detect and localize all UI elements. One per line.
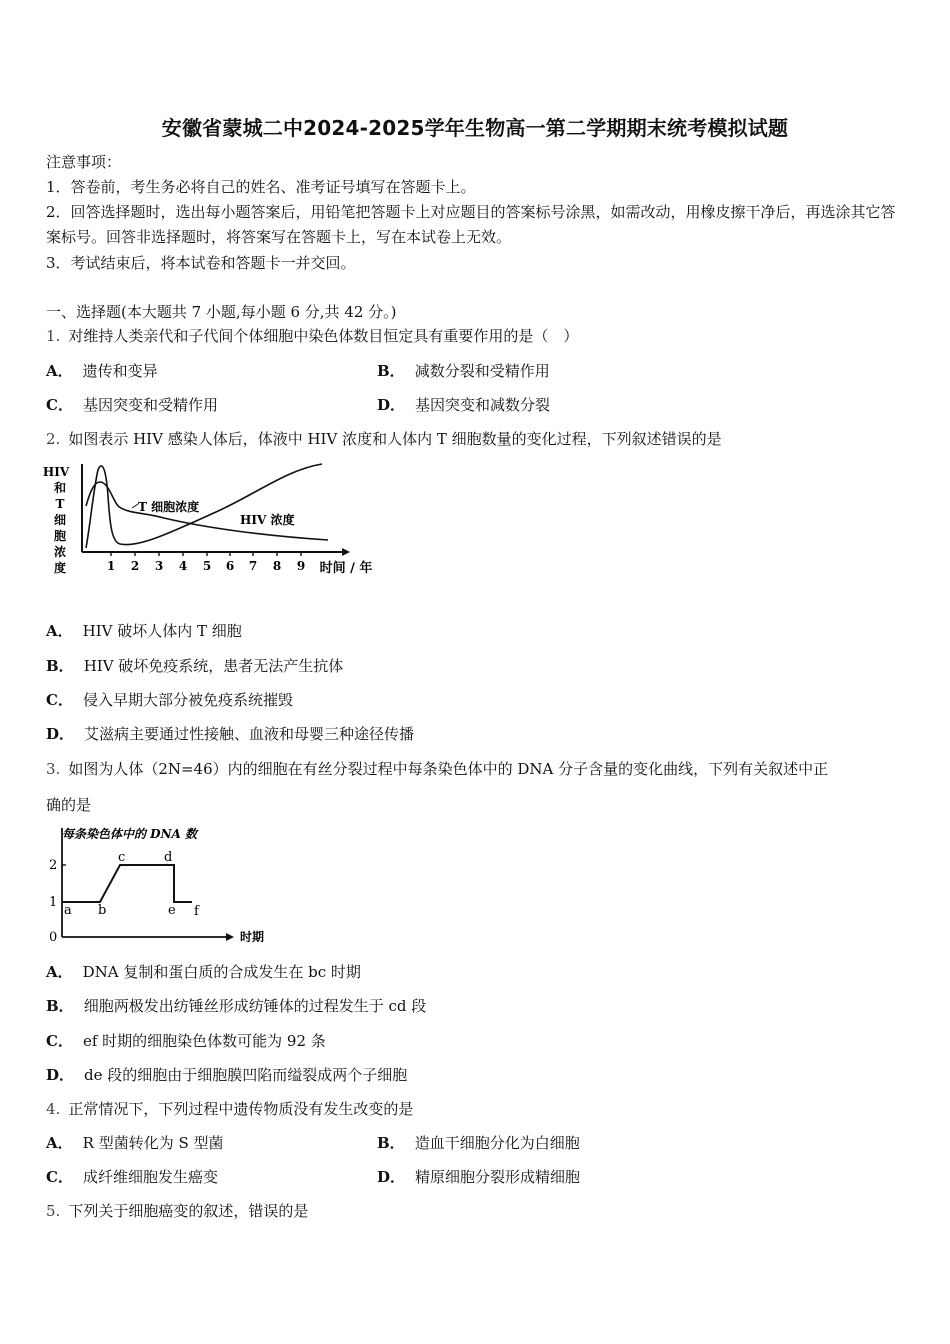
point-label-a: a xyxy=(64,903,72,918)
dna-figure xyxy=(46,824,276,946)
question-4-stem xyxy=(46,1099,413,1119)
hiv-xtick: 7 xyxy=(248,559,258,573)
section-heading: 一、选择题(本大题共 7 小题,每小题 6 分,共 42 分。) xyxy=(46,303,397,321)
option-c[interactable] xyxy=(46,1167,218,1187)
option-b[interactable] xyxy=(46,656,343,676)
point-label-c: c xyxy=(118,850,126,865)
dna-ytick: 2 xyxy=(49,858,58,873)
option-b[interactable] xyxy=(46,996,426,1016)
hiv-xtick: 1 xyxy=(106,559,116,573)
dna-ylabel: 每条染色体中的 DNA 数 xyxy=(62,827,198,841)
option-text: HIV 破坏免疫系统，患者无法产生抗体 xyxy=(83,657,344,675)
question-5-stem xyxy=(46,1201,308,1221)
hiv-xtick: 8 xyxy=(272,559,282,573)
hiv-label: HIV 浓度 xyxy=(240,513,295,527)
hiv-xtick: 3 xyxy=(154,559,164,573)
option-d[interactable] xyxy=(46,1065,407,1085)
hiv-ylabel: 度 xyxy=(53,561,67,575)
option-label: C． xyxy=(46,1032,73,1050)
option-a[interactable] xyxy=(46,962,361,982)
t-cell-curve xyxy=(86,482,328,540)
t-cell-label: T 细胞浓度 xyxy=(138,500,200,514)
hiv-xtick: 5 xyxy=(202,559,212,573)
hiv-ylabel: 浓 xyxy=(53,545,67,559)
option-text: 成纤维细胞发生癌变 xyxy=(82,1168,218,1186)
hiv-ylabel: HIV xyxy=(42,465,70,479)
point-label-b: b xyxy=(98,903,107,918)
option-label: A． xyxy=(46,362,73,380)
option-a[interactable] xyxy=(46,1133,224,1153)
option-text: 精原细胞分裂形成精细胞 xyxy=(415,1168,581,1186)
option-text: 造血干细胞分化为白细胞 xyxy=(414,1134,580,1152)
question-3-stem-cont: 确的是 xyxy=(46,796,92,814)
point-label-e: e xyxy=(168,903,176,918)
option-b[interactable] xyxy=(377,361,550,381)
option-label: A． xyxy=(46,622,73,640)
option-label: C． xyxy=(46,1168,73,1186)
x-axis-arrow xyxy=(226,933,234,941)
notice-item: 1．答卷前，考生务必将自己的姓名、准考证号填写在答题卡上。 xyxy=(46,178,476,196)
dna-xlabel: 时期 xyxy=(240,930,265,944)
option-label: A． xyxy=(46,963,73,981)
option-label: D． xyxy=(46,1066,75,1084)
question-text: 对维持人类亲代和子代间个体细胞中染色体数目恒定具有重要作用的是（ ） xyxy=(68,327,579,345)
question-number: 5. xyxy=(46,1202,61,1220)
dna-ytick: 0 xyxy=(49,930,58,945)
option-d[interactable] xyxy=(377,395,550,415)
dna-ytick: 1 xyxy=(49,895,58,910)
notice-item: 2．回答选择题时，选出每小题答案后，用铅笔把答题卡上对应题目的答案标号涂黑，如需改动，用橡皮擦干净后，再选涂其它答案标号。回答非选择题时，将答案写在答题卡上，写在本试卷上无效。 xyxy=(46,203,896,246)
option-label: D． xyxy=(46,725,75,743)
option-text: ef 时期的细胞染色体数可能为 92 条 xyxy=(82,1032,326,1050)
option-text: R 型菌转化为 S 型菌 xyxy=(82,1134,224,1152)
hiv-xlabel: 时间 / 年 xyxy=(319,561,373,576)
question-2-stem xyxy=(46,429,722,449)
hiv-xtick: 2 xyxy=(130,559,140,573)
hiv-curve xyxy=(86,464,322,548)
option-text: de 段的细胞由于细胞膜凹陷而缢裂成两个子细胞 xyxy=(84,1066,408,1084)
point-label-f: f xyxy=(194,904,199,919)
x-axis-arrow xyxy=(342,548,350,556)
hiv-xtick: 4 xyxy=(178,559,188,573)
question-text: 如图表示 HIV 感染人体后，体液中 HIV 浓度和人体内 T 细胞数量的变化过程，下列叙述错误的是 xyxy=(68,430,722,448)
question-text: 正常情况下，下列过程中遗传物质没有发生改变的是 xyxy=(68,1100,414,1118)
hiv-ylabel: 胞 xyxy=(53,529,67,543)
hiv-xtick: 9 xyxy=(296,559,306,573)
option-text: 基因突变和受精作用 xyxy=(82,396,218,414)
option-c[interactable] xyxy=(46,395,218,415)
question-number: 3. xyxy=(46,760,61,778)
question-1-stem xyxy=(46,326,578,346)
option-label: C． xyxy=(46,396,73,414)
hiv-ylabel: T xyxy=(55,497,65,511)
hiv-xtick: 6 xyxy=(225,559,235,573)
option-label: D． xyxy=(377,1168,406,1186)
option-text: 艾滋病主要通过性接触、血液和母婴三种途径传播 xyxy=(84,725,415,743)
hiv-ylabel: 和 xyxy=(53,481,67,495)
question-number: 4. xyxy=(46,1100,61,1118)
option-label: B． xyxy=(46,997,74,1015)
point-label-d: d xyxy=(164,850,173,865)
option-label: C． xyxy=(46,691,73,709)
option-label: B． xyxy=(377,1134,405,1152)
option-label: A． xyxy=(46,1134,73,1152)
option-label: D． xyxy=(377,396,406,414)
dna-curve xyxy=(62,865,192,902)
option-c[interactable] xyxy=(46,1031,326,1051)
option-a[interactable] xyxy=(46,361,158,381)
notice-item: 3．考试结束后，将本试卷和答题卡一并交回。 xyxy=(46,254,356,272)
option-d[interactable] xyxy=(377,1167,580,1187)
option-d[interactable] xyxy=(46,724,414,744)
notice-heading: 注意事项： xyxy=(46,153,122,171)
option-text: HIV 破坏人体内 T 细胞 xyxy=(82,622,242,640)
question-number: 2. xyxy=(46,430,61,448)
option-text: 基因突变和减数分裂 xyxy=(415,396,551,414)
option-b[interactable] xyxy=(377,1133,580,1153)
question-number: 1. xyxy=(46,327,61,345)
option-a[interactable] xyxy=(46,621,242,641)
option-text: 细胞两极发出纺锤丝形成纺锤体的过程发生于 cd 段 xyxy=(83,997,427,1015)
option-c[interactable] xyxy=(46,690,293,710)
question-text: 如图为人体（2N=46）内的细胞在有丝分裂过程中每条染色体中的 DNA 分子含量的变化曲线，下列有关叙述中正 xyxy=(68,760,829,778)
hiv-figure xyxy=(42,456,386,582)
option-text: 侵入早期大部分被免疫系统摧毁 xyxy=(82,691,293,709)
option-text: 减数分裂和受精作用 xyxy=(414,362,550,380)
option-label: B． xyxy=(46,657,74,675)
page-title: 安徽省蒙城二中2024-2025学年生物高一第二学期期末统考模拟试题 xyxy=(161,116,789,140)
hiv-ylabel: 细 xyxy=(53,513,67,527)
option-text: DNA 复制和蛋白质的合成发生在 bc 时期 xyxy=(82,963,361,981)
option-text: 遗传和变异 xyxy=(82,362,158,380)
question-text: 下列关于细胞癌变的叙述，错误的是 xyxy=(68,1202,309,1220)
option-label: B． xyxy=(377,362,405,380)
question-3-stem xyxy=(46,759,828,779)
